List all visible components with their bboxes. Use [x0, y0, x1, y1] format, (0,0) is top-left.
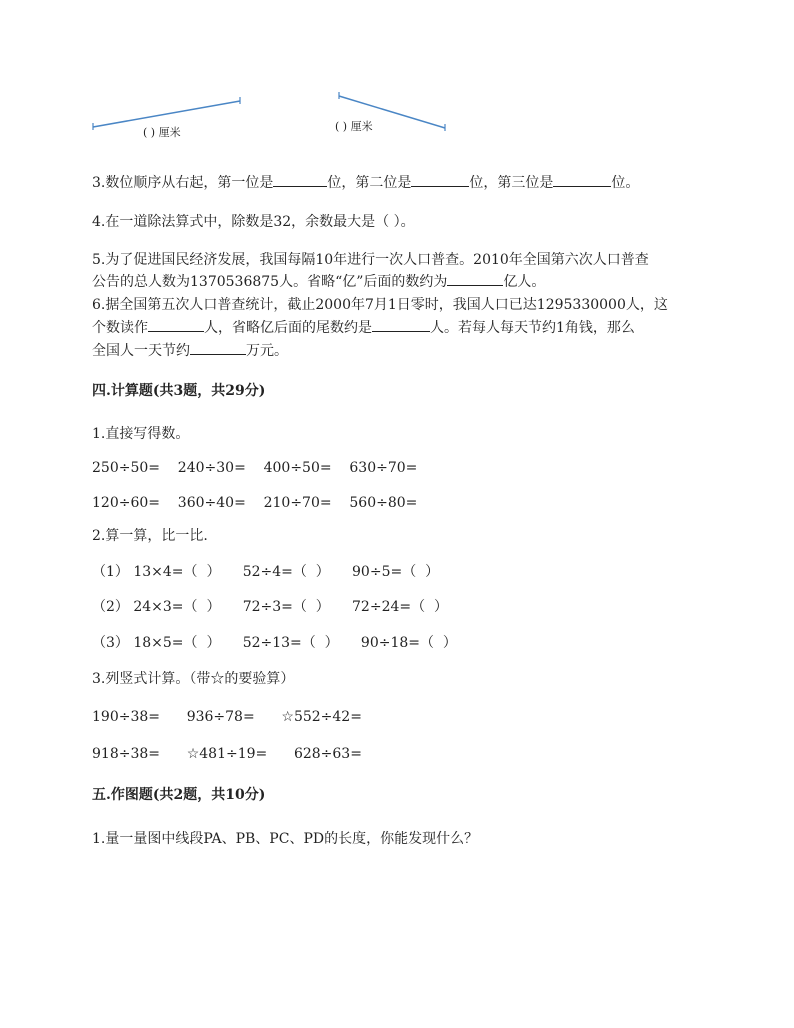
question-6-line-1: 6.据全国第五次人口普查统计，截止2000年7月1日零时，我国人口已达1295330000人，这 [92, 297, 668, 313]
blank-approx-hundred-million[interactable] [447, 272, 503, 286]
question-3-text-1: 3.数位顺序从右起，第一位是 [92, 175, 274, 191]
blank-saved-amount[interactable] [190, 341, 246, 355]
section-4-title: 四.计算题(共3题，共29分) [92, 383, 266, 399]
section-4-question-3-title: 3.列竖式计算。（带☆的要验算） [92, 671, 295, 687]
blank-third-place[interactable] [553, 173, 611, 187]
blank-approx-number[interactable] [372, 318, 430, 332]
question-5-line-1: 5.为了促进国民经济发展，我国每隔10年进行一次人口普查。2010年全国第六次人口普查 [92, 252, 649, 268]
section-4-question-2-title: 2.算一算，比一比. [92, 528, 208, 544]
question-5-text-a: 公告的总人数为1370536875人。省略“亿”后面的数约为 [92, 274, 448, 290]
section-4-question-2-row-3: （3） 18×5=（ ） 52÷13=（ ） 90÷18=（ ） [92, 635, 457, 651]
blank-first-place[interactable] [273, 173, 327, 187]
question-6-text-c: 人。若每人每天节约1角钱，那么 [430, 320, 635, 336]
section-4-question-3-row-1: 190÷38= 936÷78= ☆552÷42= [92, 709, 362, 725]
question-6-line-2 [92, 318, 635, 337]
question-3 [92, 173, 639, 192]
section-5-title: 五.作图题(共2题，共10分) [92, 787, 266, 803]
section-4-question-1-row-2: 120÷60= 360÷40= 210÷70= 560÷80= [92, 495, 418, 511]
blank-read-as[interactable] [148, 318, 204, 332]
section-5-question-1: 1.量一量图中线段PA、PB、PC、PD的长度，你能发现什么？ [92, 831, 479, 847]
section-4-question-2-row-2: （2） 24×3=（ ） 72÷3=（ ） 72÷24=（ ） [92, 599, 449, 615]
segment-left-length-label: ( ) 厘米 [143, 126, 181, 139]
section-4-question-3-row-2: 918÷38= ☆481÷19= 628÷63= [92, 746, 362, 762]
blank-second-place[interactable] [411, 173, 469, 187]
section-4-question-1-title: 1.直接写得数。 [92, 426, 190, 442]
question-6-text-d: 全国人一天节约 [92, 343, 190, 359]
question-6-line-3 [92, 341, 288, 360]
segment-right-length-label: ( ) 厘米 [335, 120, 373, 133]
section-4-question-1-row-1: 250÷50= 240÷30= 400÷50= 630÷70= [92, 460, 418, 476]
question-3-text-3: 位，第三位是 [469, 175, 554, 191]
question-5-text-b: 亿人。 [503, 274, 546, 290]
question-4: 4.在一道除法算式中，除数是32，余数最大是（ ）。 [92, 214, 415, 230]
question-6-text-a: 个数读作 [92, 320, 148, 336]
question-3-text-2: 位，第二位是 [327, 175, 412, 191]
question-5-line-2 [92, 272, 545, 291]
question-6-text-e: 万元。 [246, 343, 288, 359]
question-3-text-4: 位。 [611, 175, 640, 191]
section-4-question-2-row-1: （1） 13×4=（ ） 52÷4=（ ） 90÷5=（ ） [92, 564, 440, 580]
question-6-text-b: 人，省略亿后面的尾数约是 [204, 320, 372, 336]
